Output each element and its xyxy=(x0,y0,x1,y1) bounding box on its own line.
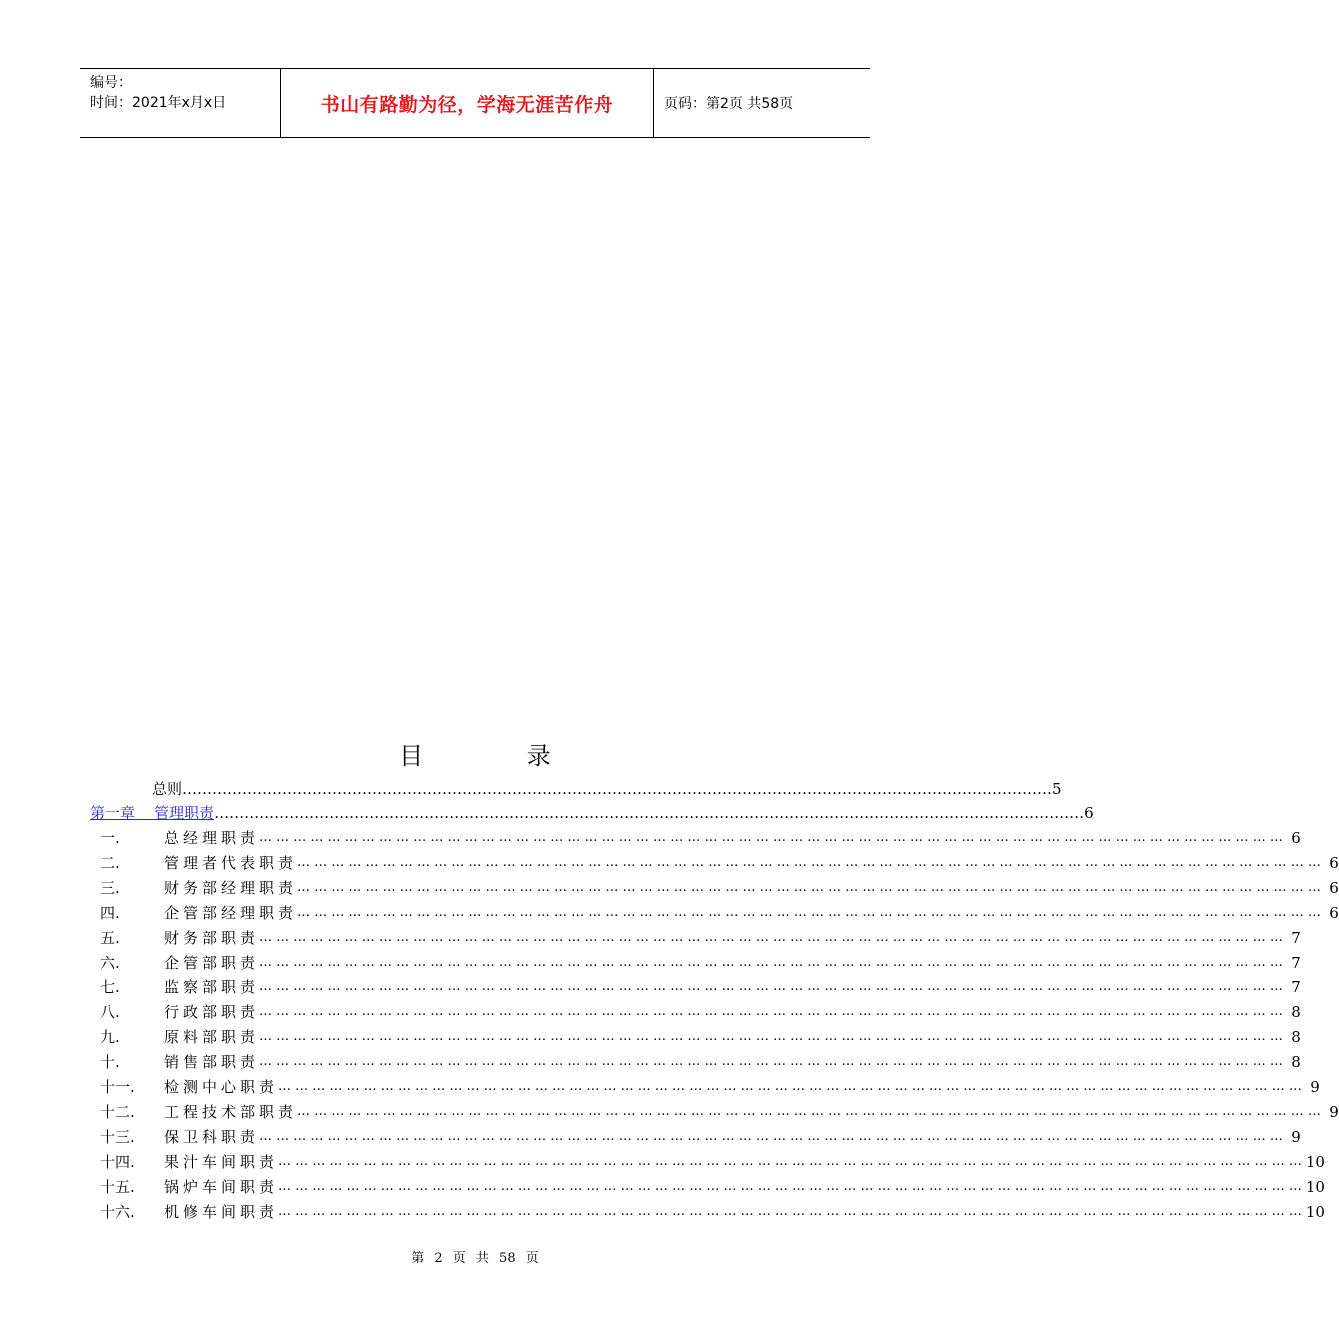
header-motto-cell xyxy=(281,69,654,137)
toc-entry[interactable] xyxy=(100,902,1339,924)
toc-entry-number: 十. xyxy=(100,1053,120,1072)
toc-leader-dots: … … … … … … … … … … … … … … … … … … … … … … … … … … … … … … … … … … … … … … … … … … … … … … … … … … … … … … … … … … … … xyxy=(278,1079,1302,1094)
toc-chapter-1[interactable] xyxy=(90,802,1094,824)
toc-leader-dots: … … … … … … … … … … … … … … … … … … … … … … … … … … … … … … … … … … … … … … … … … … … … … … … … … … … … … … … … … … … … xyxy=(259,954,1283,970)
toc-entry[interactable] xyxy=(100,1076,1320,1098)
toc-entry-number: 十四. xyxy=(100,1152,135,1171)
toc-entry-number: 二. xyxy=(100,853,120,872)
toc-leader-dots: … … … … … … … … … … … … … … … … … … … … … … … … … … … … … … … … … … … … … … … … … … … … … … … … … … … … … … … … … … … … xyxy=(297,879,1321,895)
toc-leader-dots: … … … … … … … … … … … … … … … … … … … … … … … … … … … … … … … … … … … … … … … … … … … … … … … … … … … … … … … … … … … … xyxy=(297,854,1321,870)
document-header xyxy=(80,68,870,138)
toc-entry-title: 行政部职责 xyxy=(164,1003,260,1022)
toc-leader-dots: ………………………………………………………………………………………………………………………………………………………… xyxy=(182,780,1053,798)
toc-leader-dots: … … … … … … … … … … … … … … … … … … … … … … … … … … … … … … … … … … … … … … … … … … … … … … … … … … … … … … … … … … … … xyxy=(278,1203,1302,1219)
toc-entry-number: 四. xyxy=(100,903,120,922)
toc-entry[interactable] xyxy=(100,1051,1301,1073)
toc-entry-page: 7 xyxy=(1291,978,1301,997)
toc-entry[interactable] xyxy=(100,952,1301,974)
toc-entry-page: 10 xyxy=(1305,1152,1325,1171)
toc-title: 目 录 xyxy=(399,742,599,770)
toc-entry-title: 企管部经理职责 xyxy=(164,903,298,922)
header-motto: 书山有路勤为径，学海无涯苦作舟 xyxy=(320,93,614,116)
toc-entry-page: 6 xyxy=(1329,903,1339,922)
toc-entry[interactable] xyxy=(100,1001,1301,1023)
toc-entry-page: 6 xyxy=(1329,853,1339,872)
toc-entry-number: 八. xyxy=(100,1003,120,1022)
toc-entry[interactable] xyxy=(100,1151,1325,1173)
toc-entry-page: 6 xyxy=(1291,829,1301,847)
toc-entry-number: 三. xyxy=(100,878,120,897)
toc-entry-title: 保卫科职责 xyxy=(164,1127,260,1146)
toc-general-page: 5 xyxy=(1052,780,1062,798)
toc-entry-page: 7 xyxy=(1291,953,1301,972)
toc-leader-dots: … … … … … … … … … … … … … … … … … … … … … … … … … … … … … … … … … … … … … … … … … … … … … … … … … … … … … … … … … … … … xyxy=(297,904,1321,920)
toc-entry-title: 检测中心职责 xyxy=(164,1078,279,1096)
header-page-cell xyxy=(654,69,870,137)
toc-entry-number: 十六. xyxy=(100,1202,135,1221)
toc-entry[interactable] xyxy=(100,1176,1325,1198)
toc-entry-title: 锅炉车间职责 xyxy=(164,1177,279,1196)
toc-leader-dots: … … … … … … … … … … … … … … … … … … … … … … … … … … … … … … … … … … … … … … … … … … … … … … … … … … … … … … … … … … … … xyxy=(259,1029,1283,1045)
toc-general[interactable] xyxy=(152,778,1062,800)
toc-leader-dots: … … … … … … … … … … … … … … … … … … … … … … … … … … … … … … … … … … … … … … … … … … … … … … … … … … … … … … … … … … … … xyxy=(259,1128,1283,1144)
toc-entry[interactable] xyxy=(100,877,1339,899)
toc-entry[interactable] xyxy=(100,827,1301,849)
toc-entry-number: 五. xyxy=(100,928,120,947)
toc-entry-page: 7 xyxy=(1291,928,1301,947)
toc-entry-title: 销售部职责 xyxy=(164,1053,260,1072)
toc-entry-title: 财务部经理职责 xyxy=(164,878,298,897)
document-number-label: 编号： xyxy=(90,75,132,91)
toc-leader-dots: … … … … … … … … … … … … … … … … … … … … … … … … … … … … … … … … … … … … … … … … … … … … … … … … … … … … … … … … … … … … xyxy=(259,830,1283,845)
toc-entry-page: 10 xyxy=(1305,1177,1325,1196)
toc-entry-number: 一. xyxy=(100,829,120,847)
toc-leader-dots: … … … … … … … … … … … … … … … … … … … … … … … … … … … … … … … … … … … … … … … … … … … … … … … … … … … … … … … … … … … … xyxy=(278,1178,1302,1194)
toc-entry-number: 九. xyxy=(100,1028,120,1047)
toc-leader-dots: … … … … … … … … … … … … … … … … … … … … … … … … … … … … … … … … … … … … … … … … … … … … … … … … … … … … … … … … … … … … xyxy=(259,1004,1283,1020)
toc-entry-page: 8 xyxy=(1291,1003,1301,1022)
toc-entry-page: 9 xyxy=(1329,1102,1339,1121)
toc-leader-dots: … … … … … … … … … … … … … … … … … … … … … … … … … … … … … … … … … … … … … … … … … … … … … … … … … … … … … … … … … … … … xyxy=(278,1153,1302,1169)
toc-entry-page: 6 xyxy=(1329,878,1339,897)
toc-entry[interactable] xyxy=(100,1101,1339,1123)
toc-entry-number: 十三. xyxy=(100,1127,135,1146)
toc-leader-dots: … … … … … … … … … … … … … … … … … … … … … … … … … … … … … … … … … … … … … … … … … … … … … … … … … … … … … … … … … … … … xyxy=(259,929,1283,945)
toc-entry-number: 六. xyxy=(100,953,120,972)
header-page-label: 页码：第2页 共58页 xyxy=(664,96,794,112)
toc-entry-title: 管理者代表职责 xyxy=(164,853,298,872)
toc-entry-page: 9 xyxy=(1291,1127,1301,1146)
toc-entry[interactable] xyxy=(100,927,1301,949)
toc-entry-page: 10 xyxy=(1305,1202,1325,1221)
toc-general-label: 总则 xyxy=(152,780,183,798)
toc-entry-title: 企管部职责 xyxy=(164,953,260,972)
toc-entry-title: 机修车间职责 xyxy=(164,1202,279,1221)
toc-entry-title: 果汁车间职责 xyxy=(164,1152,279,1171)
toc-entry-title: 财务部职责 xyxy=(164,928,260,947)
toc-entry-number: 七. xyxy=(100,978,120,997)
toc-entry-title: 总经理职责 xyxy=(164,829,260,847)
toc-leader-dots: … … … … … … … … … … … … … … … … … … … … … … … … … … … … … … … … … … … … … … … … … … … … … … … … … … … … … … … … … … … … xyxy=(259,979,1283,995)
document-time-label: 时间：2021年x月x日 xyxy=(90,95,227,111)
toc-entry-number: 十五. xyxy=(100,1177,135,1196)
page-footer: 第 2 页 共 58 页 xyxy=(411,1251,539,1266)
toc-entry-title: 工程技术部职责 xyxy=(164,1102,298,1121)
toc-leader-dots: … … … … … … … … … … … … … … … … … … … … … … … … … … … … … … … … … … … … … … … … … … … … … … … … … … … … … … … … … … … … xyxy=(297,1103,1321,1119)
toc-entry[interactable] xyxy=(100,976,1301,998)
toc-entry[interactable] xyxy=(100,1126,1301,1148)
toc-leader-dots: … … … … … … … … … … … … … … … … … … … … … … … … … … … … … … … … … … … … … … … … … … … … … … … … … … … … … … … … … … … … xyxy=(259,1054,1283,1070)
toc-chapter-1-link[interactable]: 第一章 管理职责 xyxy=(90,804,215,822)
header-meta xyxy=(80,69,281,137)
toc-entry-number: 十二. xyxy=(100,1102,135,1121)
toc-leader-dots: ………………………………………………………………………………………………………………………………………………………… xyxy=(214,804,1085,822)
toc-entry-page: 9 xyxy=(1310,1078,1320,1096)
toc-entry[interactable] xyxy=(100,1026,1301,1048)
toc-entry[interactable] xyxy=(100,852,1339,874)
toc-chapter-1-page: 6 xyxy=(1084,804,1094,822)
toc-entry-page: 8 xyxy=(1291,1028,1301,1047)
toc-entry-number: 十一. xyxy=(100,1078,135,1096)
toc-entry[interactable] xyxy=(100,1201,1325,1223)
toc-entry-title: 监察部职责 xyxy=(164,978,260,997)
toc-entry-page: 8 xyxy=(1291,1053,1301,1072)
toc-entry-title: 原料部职责 xyxy=(164,1028,260,1047)
